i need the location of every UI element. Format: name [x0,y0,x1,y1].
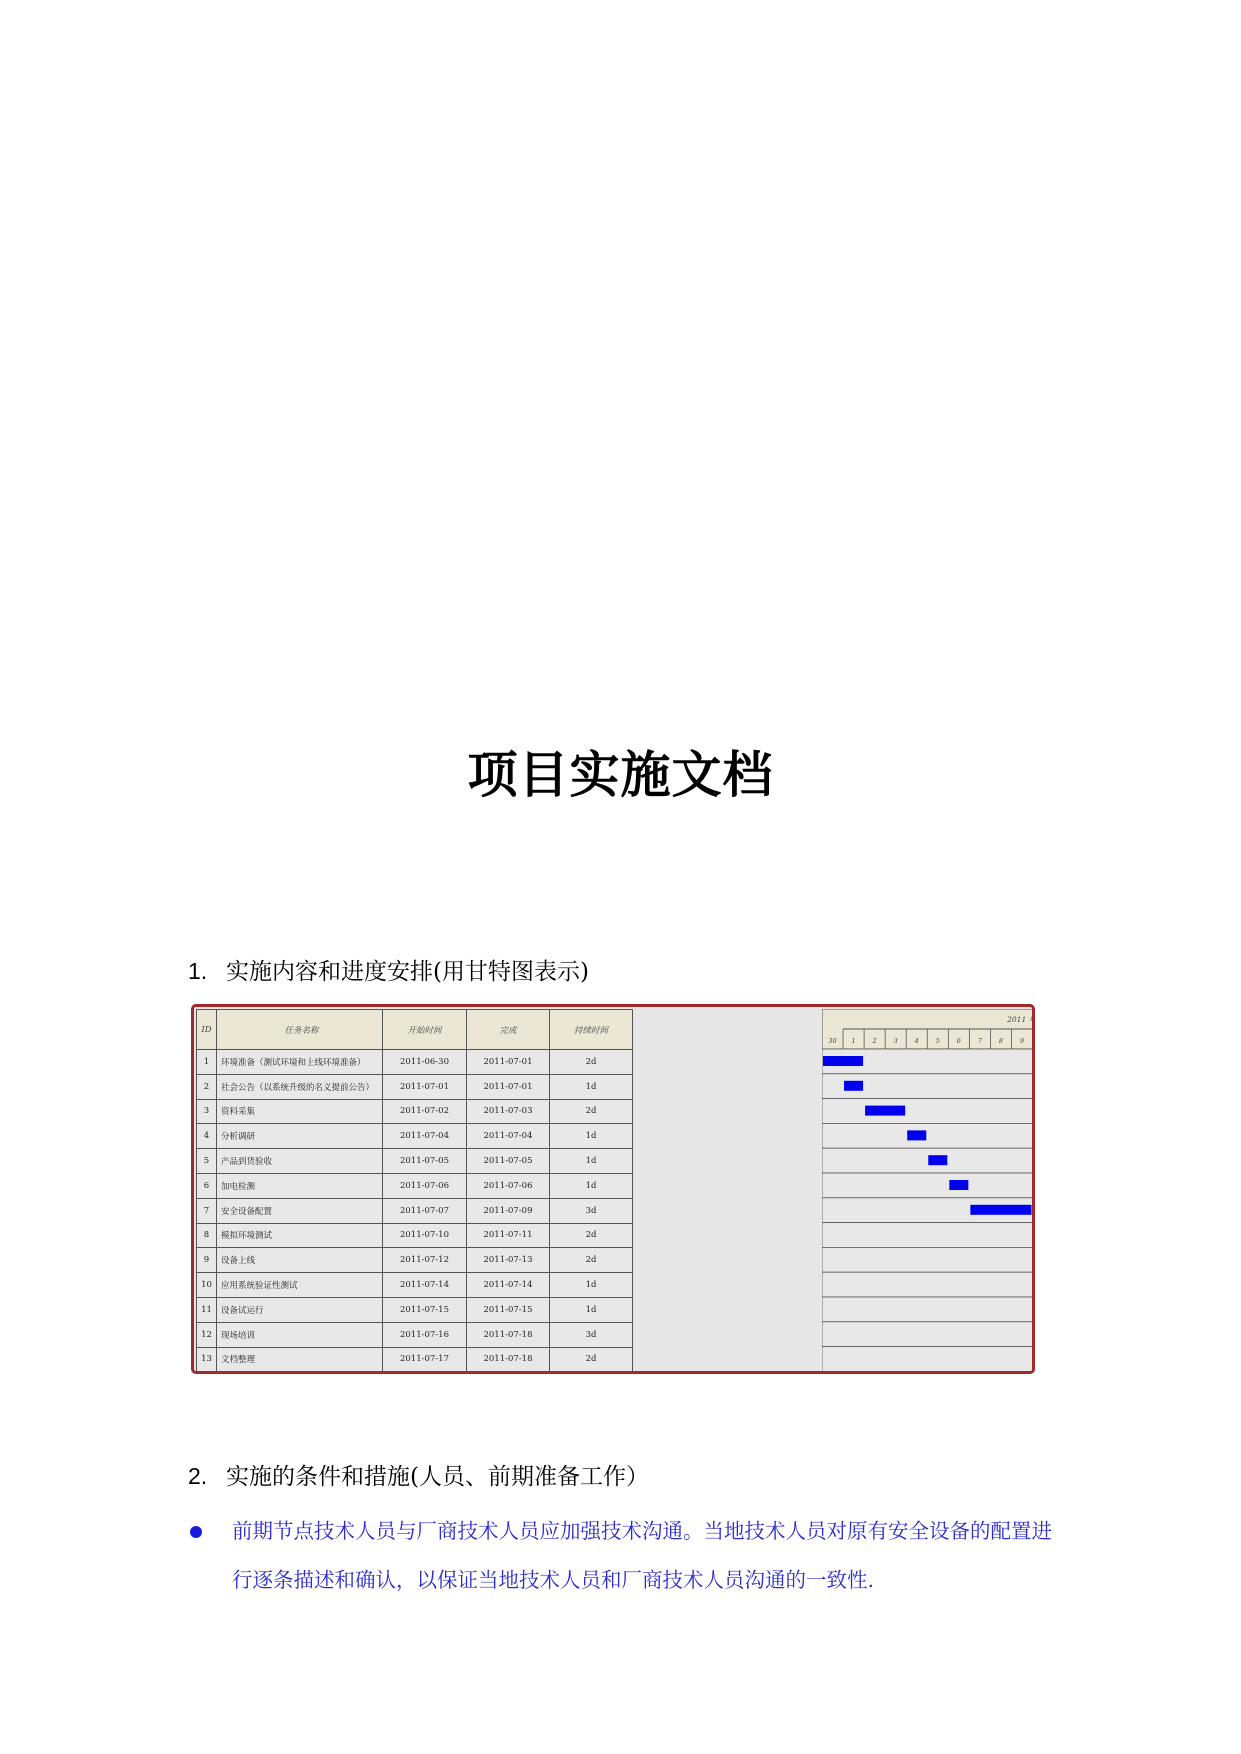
gantt-bar [1034,1230,1035,1240]
header-start: 开始时间 [383,1010,467,1050]
task-end: 2011-07-04 [467,1124,550,1149]
task-start: 2011-07-14 [383,1273,467,1298]
header-id: ID [197,1010,217,1050]
task-end: 2011-07-01 [467,1074,550,1099]
gantt-chart [191,1004,1216,1374]
timeline-day-label: 6 [956,1037,961,1045]
task-name: 加电检测 [217,1173,383,1198]
timeline-row [822,1123,1035,1148]
task-end: 2011-07-01 [467,1050,550,1075]
task-duration: 3d [550,1322,633,1347]
task-name: 资料采集 [217,1099,383,1124]
header-end: 完成 [467,1010,550,1050]
task-name: 分析调研 [217,1124,383,1149]
task-name: 应用系统验证性测试 [217,1273,383,1298]
gantt-task-table [196,1009,633,1372]
table-row [197,1050,633,1075]
task-end: 2011-07-11 [467,1223,550,1248]
gantt-bar [907,1130,926,1140]
bullet-dot-icon [190,1526,202,1538]
table-row [197,1149,633,1174]
timeline-row [822,1099,1035,1124]
timeline-day-label: 5 [935,1037,940,1045]
task-duration: 1d [550,1149,633,1174]
header-name: 任务名称 [217,1010,383,1050]
task-end: 2011-07-18 [467,1347,550,1372]
section-number: 1. [188,958,208,984]
task-id: 2 [197,1074,217,1099]
task-duration: 1d [550,1124,633,1149]
task-end: 2011-07-15 [467,1297,550,1322]
task-duration: 3d [550,1198,633,1223]
task-start: 2011-07-12 [383,1248,467,1273]
bullet-text: 前期节点技术人员与厂商技术人员应加强技术沟通。当地技术人员对原有安全设备的配置进行逐条描述和确认，以保证当地技术人员和厂商技术人员沟通的一致性. [232,1519,1052,1592]
task-start: 2011-07-02 [383,1099,467,1124]
task-end: 2011-07-03 [467,1099,550,1124]
gantt-timeline [822,1009,1216,1374]
timeline-day-label: 8 [998,1037,1004,1045]
table-row [197,1074,633,1099]
gantt-timeline-svg: 2011 年 07 月30 1 2 3 4 5 6 7 8 9 10 11 12 13 14 15 16 17 18 [822,1009,1035,1374]
gantt-bar [844,1081,863,1091]
timeline-day-label: 2 [872,1037,877,1045]
task-id: 3 [197,1099,217,1124]
task-end: 2011-07-09 [467,1198,550,1223]
task-id: 1 [197,1050,217,1075]
task-start: 2011-07-07 [383,1198,467,1223]
task-name: 社会公告（以系统升级的名义提前公告） [217,1074,383,1099]
table-row [197,1322,633,1347]
task-duration: 1d [550,1173,633,1198]
task-end: 2011-07-18 [467,1322,550,1347]
task-start: 2011-07-10 [383,1223,467,1248]
timeline-row [822,1173,1035,1198]
bullet-item [190,1507,1070,1605]
section-heading-2 [188,1458,649,1491]
task-start: 2011-07-17 [383,1347,467,1372]
task-start: 2011-07-06 [383,1173,467,1198]
task-duration: 2d [550,1248,633,1273]
task-id: 4 [197,1124,217,1149]
gantt-bar [970,1205,1031,1215]
task-id: 12 [197,1322,217,1347]
task-duration: 1d [550,1273,633,1298]
task-start: 2011-07-01 [383,1074,467,1099]
task-id: 6 [197,1173,217,1198]
task-duration: 1d [550,1297,633,1322]
task-duration: 1d [550,1074,633,1099]
task-end: 2011-07-06 [467,1173,550,1198]
task-id: 9 [197,1248,217,1273]
task-name: 设备试运行 [217,1297,383,1322]
task-name: 产品到货验收 [217,1149,383,1174]
document-title: 项目实施文档 [467,746,774,804]
gantt-bar [949,1180,968,1190]
timeline-day-label: 9 [1019,1037,1025,1045]
task-id: 5 [197,1149,217,1174]
section-number: 2. [188,1463,208,1489]
task-name: 安全设备配置 [217,1198,383,1223]
table-row [197,1198,633,1223]
table-row [197,1124,633,1149]
task-end: 2011-07-14 [467,1273,550,1298]
task-start: 2011-07-15 [383,1297,467,1322]
task-id: 10 [197,1273,217,1298]
task-start: 2011-07-04 [383,1124,467,1149]
table-row [197,1273,633,1298]
task-name: 设备上线 [217,1248,383,1273]
timeline-day-label: 4 [914,1037,919,1045]
section-heading-1 [188,953,589,986]
timeline-row [822,1297,1035,1322]
gantt-header-row [197,1010,633,1050]
task-start: 2011-07-05 [383,1149,467,1174]
task-name: 环境准备（测试环境和上线环境准备） [217,1050,383,1075]
timeline-day-label: 30 [828,1037,837,1045]
timeline-row [822,1272,1035,1297]
table-row [197,1099,633,1124]
gantt-bar [928,1155,947,1165]
task-end: 2011-07-13 [467,1248,550,1273]
table-row [197,1248,633,1273]
task-start: 2011-07-16 [383,1322,467,1347]
timeline-row [822,1223,1035,1248]
task-start: 2011-06-30 [383,1050,467,1075]
task-name: 现场培训 [217,1322,383,1347]
table-row [197,1173,633,1198]
timeline-row [822,1247,1035,1272]
task-duration: 2d [550,1099,633,1124]
table-row [197,1347,633,1372]
header-duration: 持续时间 [550,1010,633,1050]
task-duration: 2d [550,1347,633,1372]
task-id: 11 [197,1297,217,1322]
task-name: 文档整理 [217,1347,383,1372]
timeline-day-label: 3 [893,1037,898,1045]
gantt-bar [865,1106,905,1116]
table-row [197,1297,633,1322]
task-end: 2011-07-05 [467,1149,550,1174]
task-id: 13 [197,1347,217,1372]
section-title: 实施的条件和措施(人员、前期准备工作） [226,1464,649,1490]
task-id: 7 [197,1198,217,1223]
timeline-row [822,1347,1035,1372]
task-duration: 2d [550,1223,633,1248]
timeline-day-label: 1 [851,1037,856,1045]
timeline-day-label: 7 [977,1037,982,1045]
task-id: 8 [197,1223,217,1248]
task-duration: 2d [550,1050,633,1075]
gantt-bar [823,1056,863,1066]
timeline-month-label: 2011 年 07 月 [1007,1015,1058,1024]
timeline-row [822,1322,1035,1347]
section-title: 实施内容和进度安排(用甘特图表示) [226,959,589,985]
task-name: 模拟环境测试 [217,1223,383,1248]
table-row [197,1223,633,1248]
